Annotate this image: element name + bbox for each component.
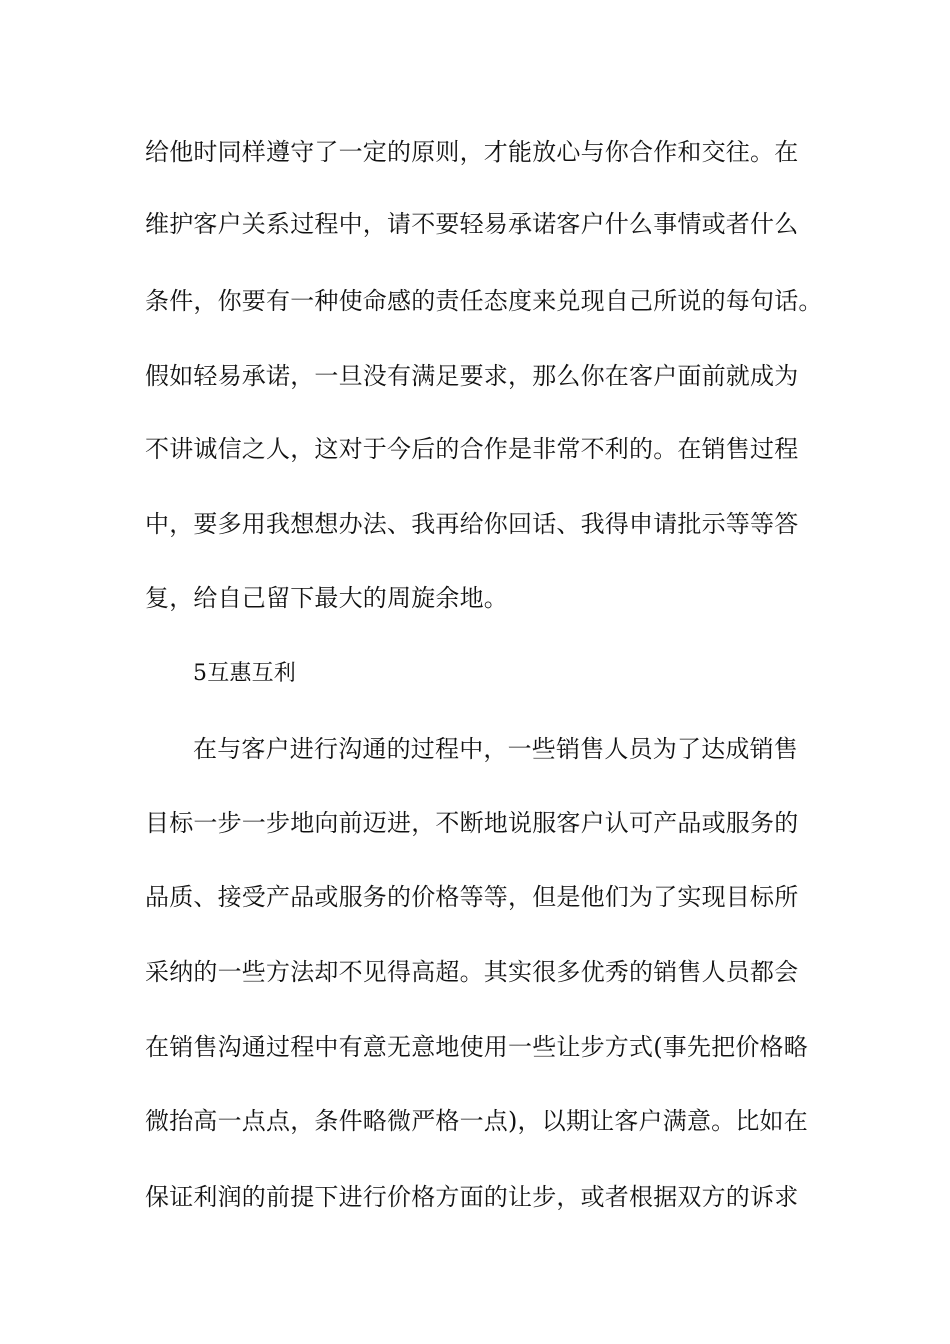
paragraph-2-line-2: 目标一步一步地向前迈进，不断地说服客户认可产品或服务的: [145, 809, 799, 837]
paragraph-1-line-6: 中，要多用我想想办法、我再给你回话、我得申请批示等等答: [145, 510, 799, 538]
paragraph-1-line-7: 复，给自己留下最大的周旋余地。: [145, 584, 508, 612]
paragraph-2-line-6: 微抬高一点点，条件略微严格一点)，以期让客户满意。比如在: [145, 1107, 808, 1135]
paragraph-2-line-3: 品质、接受产品或服务的价格等等，但是他们为了实现目标所: [145, 883, 799, 911]
section-heading: 5互惠互利: [193, 661, 296, 686]
paragraph-1-line-1: 给他时同样遵守了一定的原则，才能放心与你合作和交往。在: [145, 138, 799, 166]
paragraph-1-line-2: 维护客户关系过程中，请不要轻易承诺客户什么事情或者什么: [145, 210, 799, 238]
paragraph-1-line-4: 假如轻易承诺，一旦没有满足要求，那么你在客户面前就成为: [145, 362, 799, 390]
paragraph-1-line-3: 条件，你要有一种使命感的责任态度来兑现自己所说的每句话。: [145, 287, 823, 315]
paragraph-2-line-5: 在销售沟通过程中有意无意地使用一些让步方式(事先把价格略: [145, 1033, 808, 1061]
paragraph-2-line-4: 采纳的一些方法却不见得高超。其实很多优秀的销售人员都会: [145, 958, 799, 986]
paragraph-2-line-7: 保证利润的前提下进行价格方面的让步，或者根据双方的诉求: [145, 1183, 799, 1211]
paragraph-2-line-1: 在与客户进行沟通的过程中，一些销售人员为了达成销售: [193, 735, 798, 763]
paragraph-1-line-5: 不讲诚信之人，这对于今后的合作是非常不利的。在销售过程: [145, 435, 799, 463]
